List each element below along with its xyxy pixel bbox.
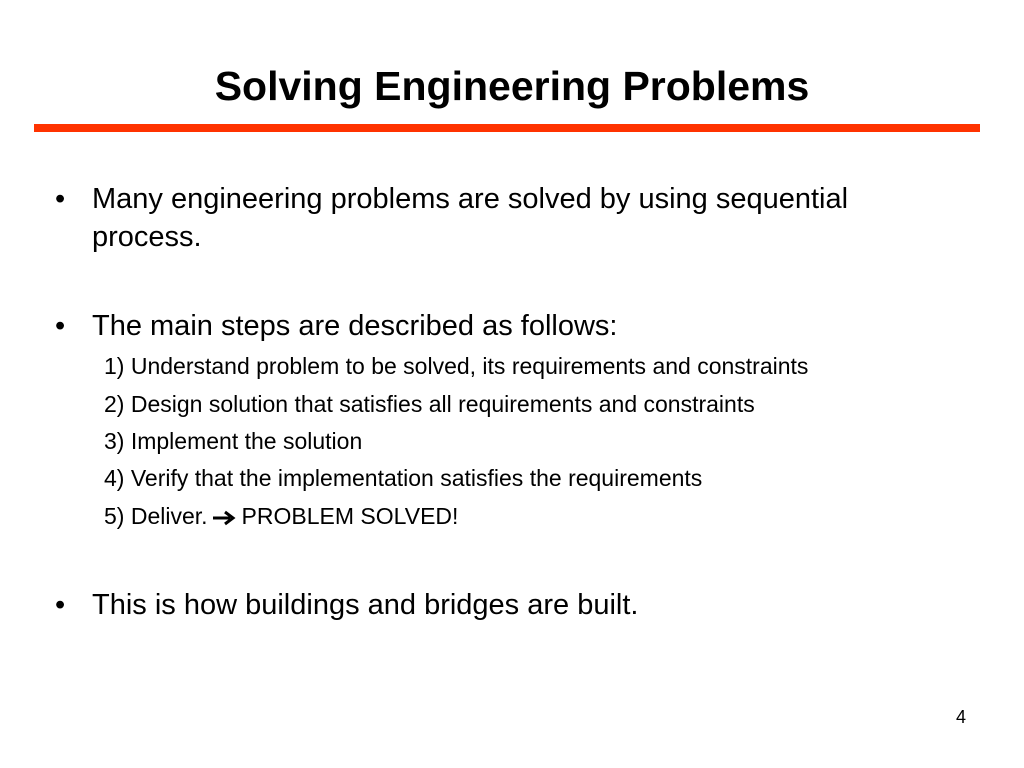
bullet-text-line: Many engineering problems are solved by using sequential [92,183,849,215]
step-item: 2) Design solution that satisfies all requirements and constraints [104,391,755,417]
bullet-marker: • [55,589,66,621]
step-item: 1) Understand problem to be solved, its requirements and constraints [104,353,809,379]
step-prefix: 5) Deliver. [104,503,208,529]
step-item: 4) Verify that the implementation satisfies the requirements [104,465,703,491]
step-item: 3) Implement the solution [104,428,363,454]
bullet-text: The main steps are described as follows: [92,310,618,342]
bullet-text: This is how buildings and bridges are built. [92,589,639,621]
step-item-deliver [104,501,458,533]
right-arrow-icon [212,503,236,533]
slide-title: Solving Engineering Problems [214,63,810,109]
bullet-text-line: process. [92,221,202,253]
step-suffix: PROBLEM SOLVED! [241,503,459,529]
bullet-marker: • [55,310,66,342]
page-number: 4 [955,707,966,727]
bullet-marker: • [55,183,66,215]
